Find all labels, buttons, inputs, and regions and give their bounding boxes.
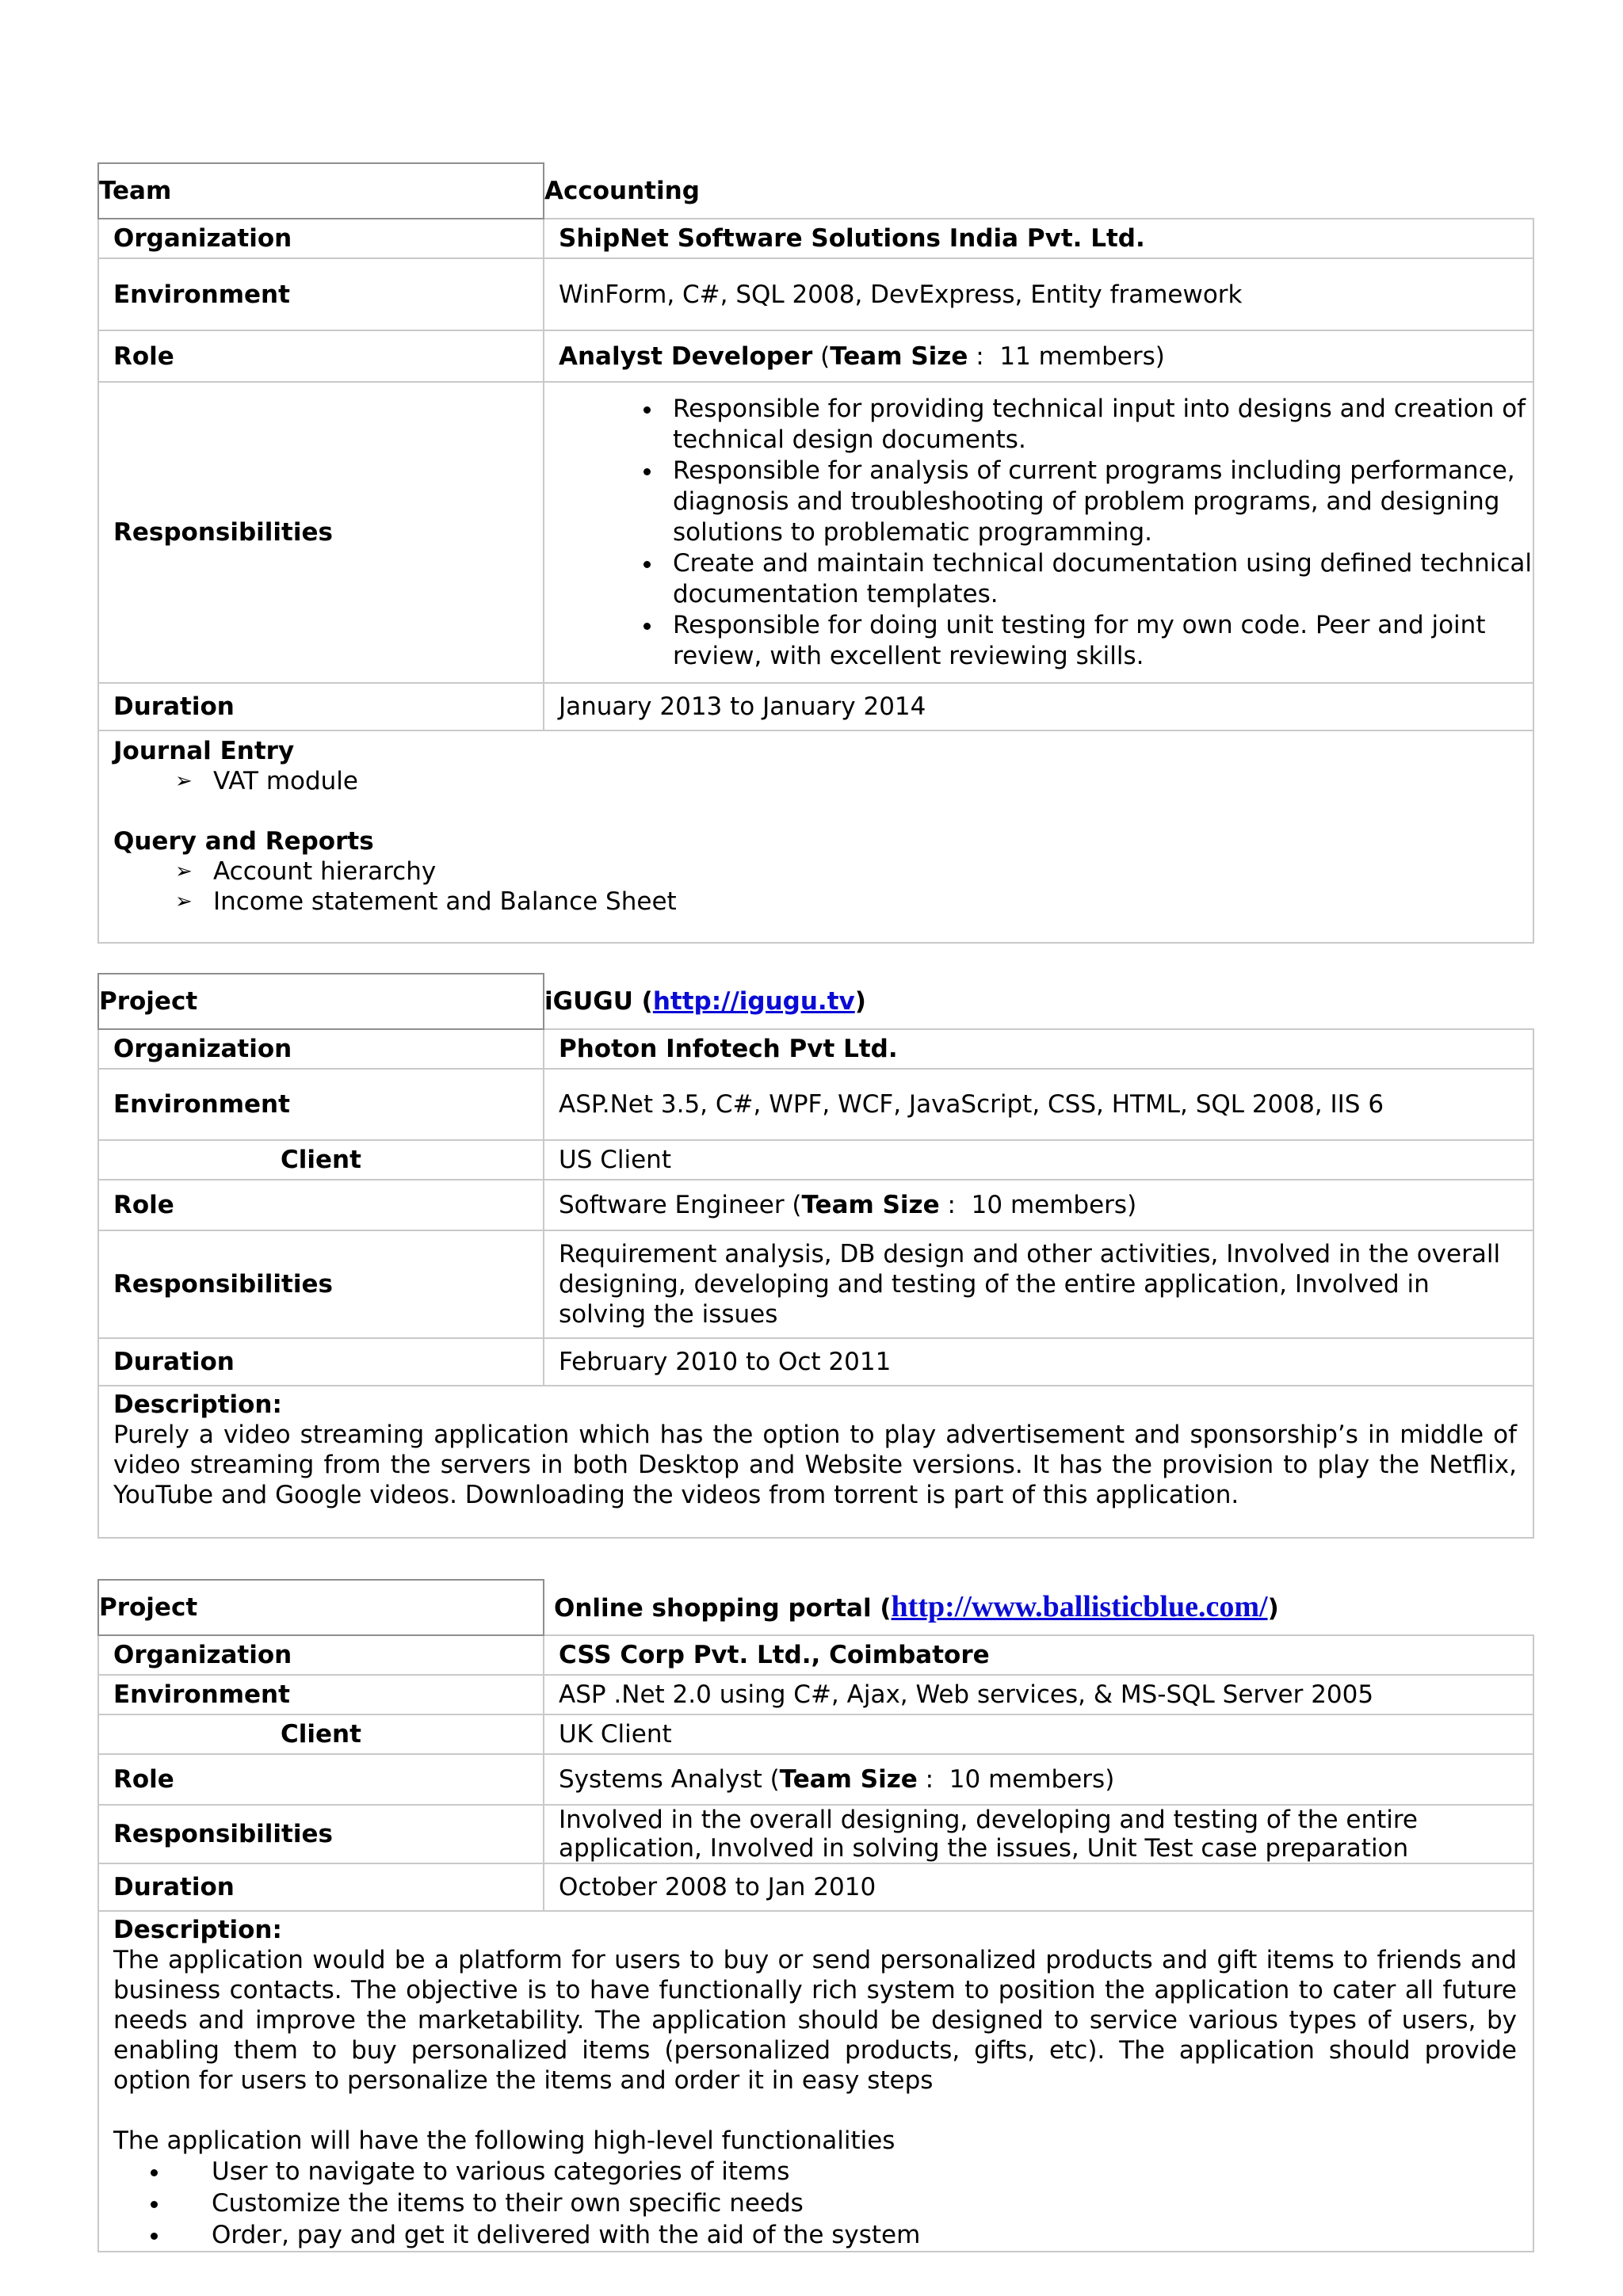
team-label: Team — [98, 163, 544, 219]
description-text: Purely a video streaming application which has the option to play advertisement and sponsorship’s in middle of video streaming from the servers in both Desktop and Website versions. It has the provision to play the Netflix, YouTube and Google videos. Downloading the videos from torrent is part of this application. — [113, 1421, 1517, 1509]
team-value: Accounting — [544, 163, 1533, 219]
responsibilities-label: Responsibilities — [98, 382, 544, 683]
list-item: ➢ Income statement and Balance Sheet — [175, 887, 677, 916]
list-item: • Responsible for analysis of current programs including performance, diagnosis and troubleshooting of problem programs, and designing solutions to problematic programming. — [663, 456, 1533, 548]
role-value: Analyst Developer (Team Size : 11 members) — [544, 330, 1533, 382]
module-list — [113, 766, 1533, 796]
team-size-label: Team Size — [830, 341, 968, 371]
role-title: Analyst Developer — [559, 341, 813, 371]
project-link[interactable]: http://www.ballisticblue.com/ — [891, 1589, 1268, 1623]
environment-label: Environment — [98, 1675, 544, 1714]
role-label: Role — [98, 330, 544, 382]
organization-label: Organization — [98, 1029, 544, 1069]
list-item: • User to navigate to various categories of items — [170, 2156, 1533, 2187]
responsibilities-list — [559, 394, 1533, 672]
description-cell — [98, 1911, 1533, 2252]
list-item: ➢ Account hierarchy — [175, 857, 437, 886]
description-cell — [98, 1386, 1533, 1538]
description-text: The application would be a platform for users to buy or send personalized products and gift items to friends and business contacts. The objective is to have functionally rich system to position the application to cater all future needs and improve the marketability. The application should be designed to service various types of users, by enabling them to buy personalized items (personalized products, gifts, etc). The application should provide option for users to personalize the items and order it in easy steps — [113, 1946, 1517, 2095]
duration-label: Duration — [98, 1338, 544, 1386]
client-label: Client — [98, 1140, 544, 1180]
organization-label: Organization — [98, 219, 544, 258]
section-accounting — [97, 162, 1533, 944]
duration-value: February 2010 to Oct 2011 — [544, 1338, 1533, 1386]
list-item: • Customize the items to their own specific needs — [170, 2187, 1533, 2219]
duration-value: January 2013 to January 2014 — [544, 683, 1533, 730]
list-item: • Create and maintain technical documentation using defined technical documentation templates. — [663, 548, 1533, 610]
client-value: US Client — [544, 1140, 1533, 1180]
arrow-bullet-icon: ➢ — [175, 860, 193, 883]
organization-value: Photon Infotech Pvt Ltd. — [544, 1029, 1533, 1069]
list-item: • Order, pay and get it delivered with the aid of the system — [170, 2219, 1533, 2251]
responsibilities-value: Requirement analysis, DB design and other activities, Involved in the overall designing, developing and testing of the entire application, Involved in solving the issues — [544, 1230, 1533, 1338]
responsibilities-value: Involved in the overall designing, developing and testing of the entire application, Involved in solving the issues, Unit Test case preparation — [544, 1805, 1533, 1863]
environment-value: ASP.Net 3.5, C#, WPF, WCF, JavaScript, CSS, HTML, SQL 2008, IIS 6 — [544, 1069, 1533, 1140]
organization-value: ShipNet Software Solutions India Pvt. Ltd. — [544, 219, 1533, 258]
role-value: Systems Analyst (Team Size : 10 members) — [544, 1754, 1533, 1805]
description-label: Description: — [113, 1916, 282, 1944]
environment-label: Environment — [98, 258, 544, 330]
organization-value: CSS Corp Pvt. Ltd., Coimbatore — [544, 1635, 1533, 1675]
client-label: Client — [98, 1714, 544, 1754]
module-title: Query and Reports — [113, 827, 374, 856]
duration-value: October 2008 to Jan 2010 — [544, 1863, 1533, 1911]
duration-label: Duration — [98, 1863, 544, 1911]
organization-label: Organization — [98, 1635, 544, 1675]
team-size-label: Team Size — [801, 1191, 940, 1219]
arrow-bullet-icon: ➢ — [175, 890, 193, 913]
environment-label: Environment — [98, 1069, 544, 1140]
module-list — [113, 856, 1533, 917]
functionalities-intro: The application will have the following high-level functionalities — [113, 2126, 896, 2155]
team-size-value: 10 members — [971, 1191, 1128, 1219]
project-title: iGUGU (http://igugu.tv) — [544, 974, 1533, 1029]
client-value: UK Client — [544, 1714, 1533, 1754]
role-label: Role — [98, 1180, 544, 1230]
team-size-value: 11 members — [999, 341, 1155, 371]
project-link[interactable]: http://igugu.tv — [652, 986, 855, 1016]
team-size-label: Team Size — [779, 1765, 918, 1794]
duration-label: Duration — [98, 683, 544, 730]
functionalities-list — [113, 2156, 1533, 2251]
responsibilities-label: Responsibilities — [98, 1805, 544, 1863]
responsibilities-label: Responsibilities — [98, 1230, 544, 1338]
responsibilities-value — [544, 382, 1533, 683]
project-label: Project — [98, 1580, 544, 1635]
project-title: Online shopping portal (http://www.ballisticblue.com/) — [544, 1580, 1533, 1635]
role-title: Systems Analyst — [559, 1765, 762, 1794]
role-label: Role — [98, 1754, 544, 1805]
environment-value: WinForm, C#, SQL 2008, DevExpress, Entity framework — [544, 258, 1533, 330]
list-item: • Responsible for providing technical input into designs and creation of technical design documents. — [663, 394, 1533, 456]
environment-value: ASP .Net 2.0 using C#, Ajax, Web services, & MS-SQL Server 2005 — [544, 1675, 1533, 1714]
description-label: Description: — [113, 1390, 282, 1419]
section-igugu — [97, 973, 1533, 1539]
team-size-value: 10 members — [949, 1765, 1106, 1794]
modules-cell — [98, 730, 1533, 943]
module-title: Journal Entry — [113, 737, 295, 765]
section-shopping-portal — [97, 1579, 1533, 2252]
arrow-bullet-icon: ➢ — [175, 769, 193, 793]
project-label: Project — [98, 974, 544, 1029]
list-item: ➢ VAT module — [175, 767, 358, 795]
role-title: Software Engineer — [559, 1191, 785, 1219]
list-item: • Responsible for doing unit testing for my own code. Peer and joint review, with excellent reviewing skills. — [663, 610, 1533, 672]
role-value: Software Engineer (Team Size : 10 members) — [544, 1180, 1533, 1230]
